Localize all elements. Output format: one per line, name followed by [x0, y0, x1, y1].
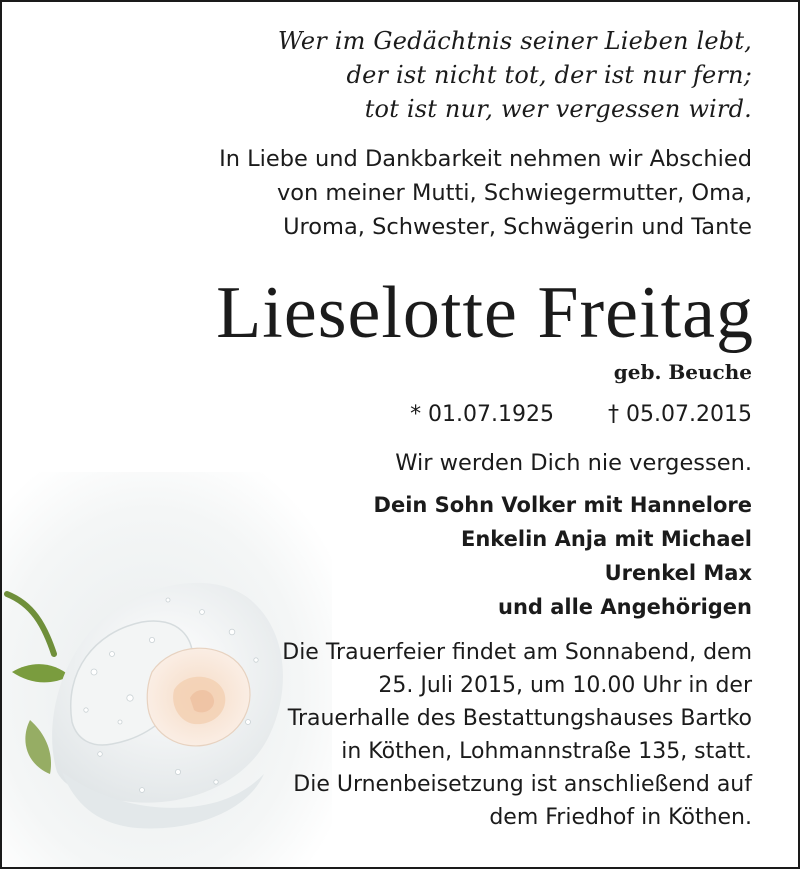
mourner: Dein Sohn Volker mit Hannelore [373, 493, 752, 517]
mourner: Urenkel Max [604, 561, 752, 585]
poem-line: tot ist nur, wer vergessen wird. [364, 95, 752, 123]
farewell-line: Wir werden Dich nie vergessen. [395, 450, 752, 476]
birth-name: geb. Beuche [613, 360, 752, 384]
life-dates [410, 400, 752, 430]
funeral-details [282, 636, 752, 834]
mourner: und alle Angehörigen [498, 595, 752, 619]
intro-line: von meiner Mutti, Schwiegermutter, Oma, [276, 180, 752, 206]
deceased-name: Lieselotte Freitag [216, 272, 754, 354]
funeral-line: Die Trauerfeier findet am Sonnabend, dem [282, 640, 752, 665]
poem-line: Wer im Gedächtnis seiner Lieben lebt, [277, 27, 752, 55]
funeral-line: dem Friedhof in Köthen. [489, 805, 752, 830]
intro-line: Uroma, Schwester, Schwägerin und Tante [283, 214, 752, 240]
birth-date: * 01.07.1925 [410, 402, 555, 427]
mourner: Enkelin Anja mit Michael [460, 527, 752, 551]
farewell-intro [219, 142, 752, 244]
funeral-line: in Köthen, Lohmannstraße 135, statt. [341, 739, 752, 764]
mourners-list [374, 488, 752, 624]
funeral-line: 25. Juli 2015, um 10.00 Uhr in der [378, 673, 752, 698]
death-date: † 05.07.2015 [608, 402, 752, 427]
intro-line: In Liebe und Dankbarkeit nehmen wir Abschied [219, 146, 752, 172]
poem-line: der ist nicht tot, der ist nur fern; [346, 61, 752, 89]
funeral-line: Trauerhalle des Bestattungshauses Bartko [287, 706, 752, 731]
funeral-line: Die Urnenbeisetzung ist anschließend auf [293, 772, 752, 797]
memorial-poem [278, 24, 752, 126]
